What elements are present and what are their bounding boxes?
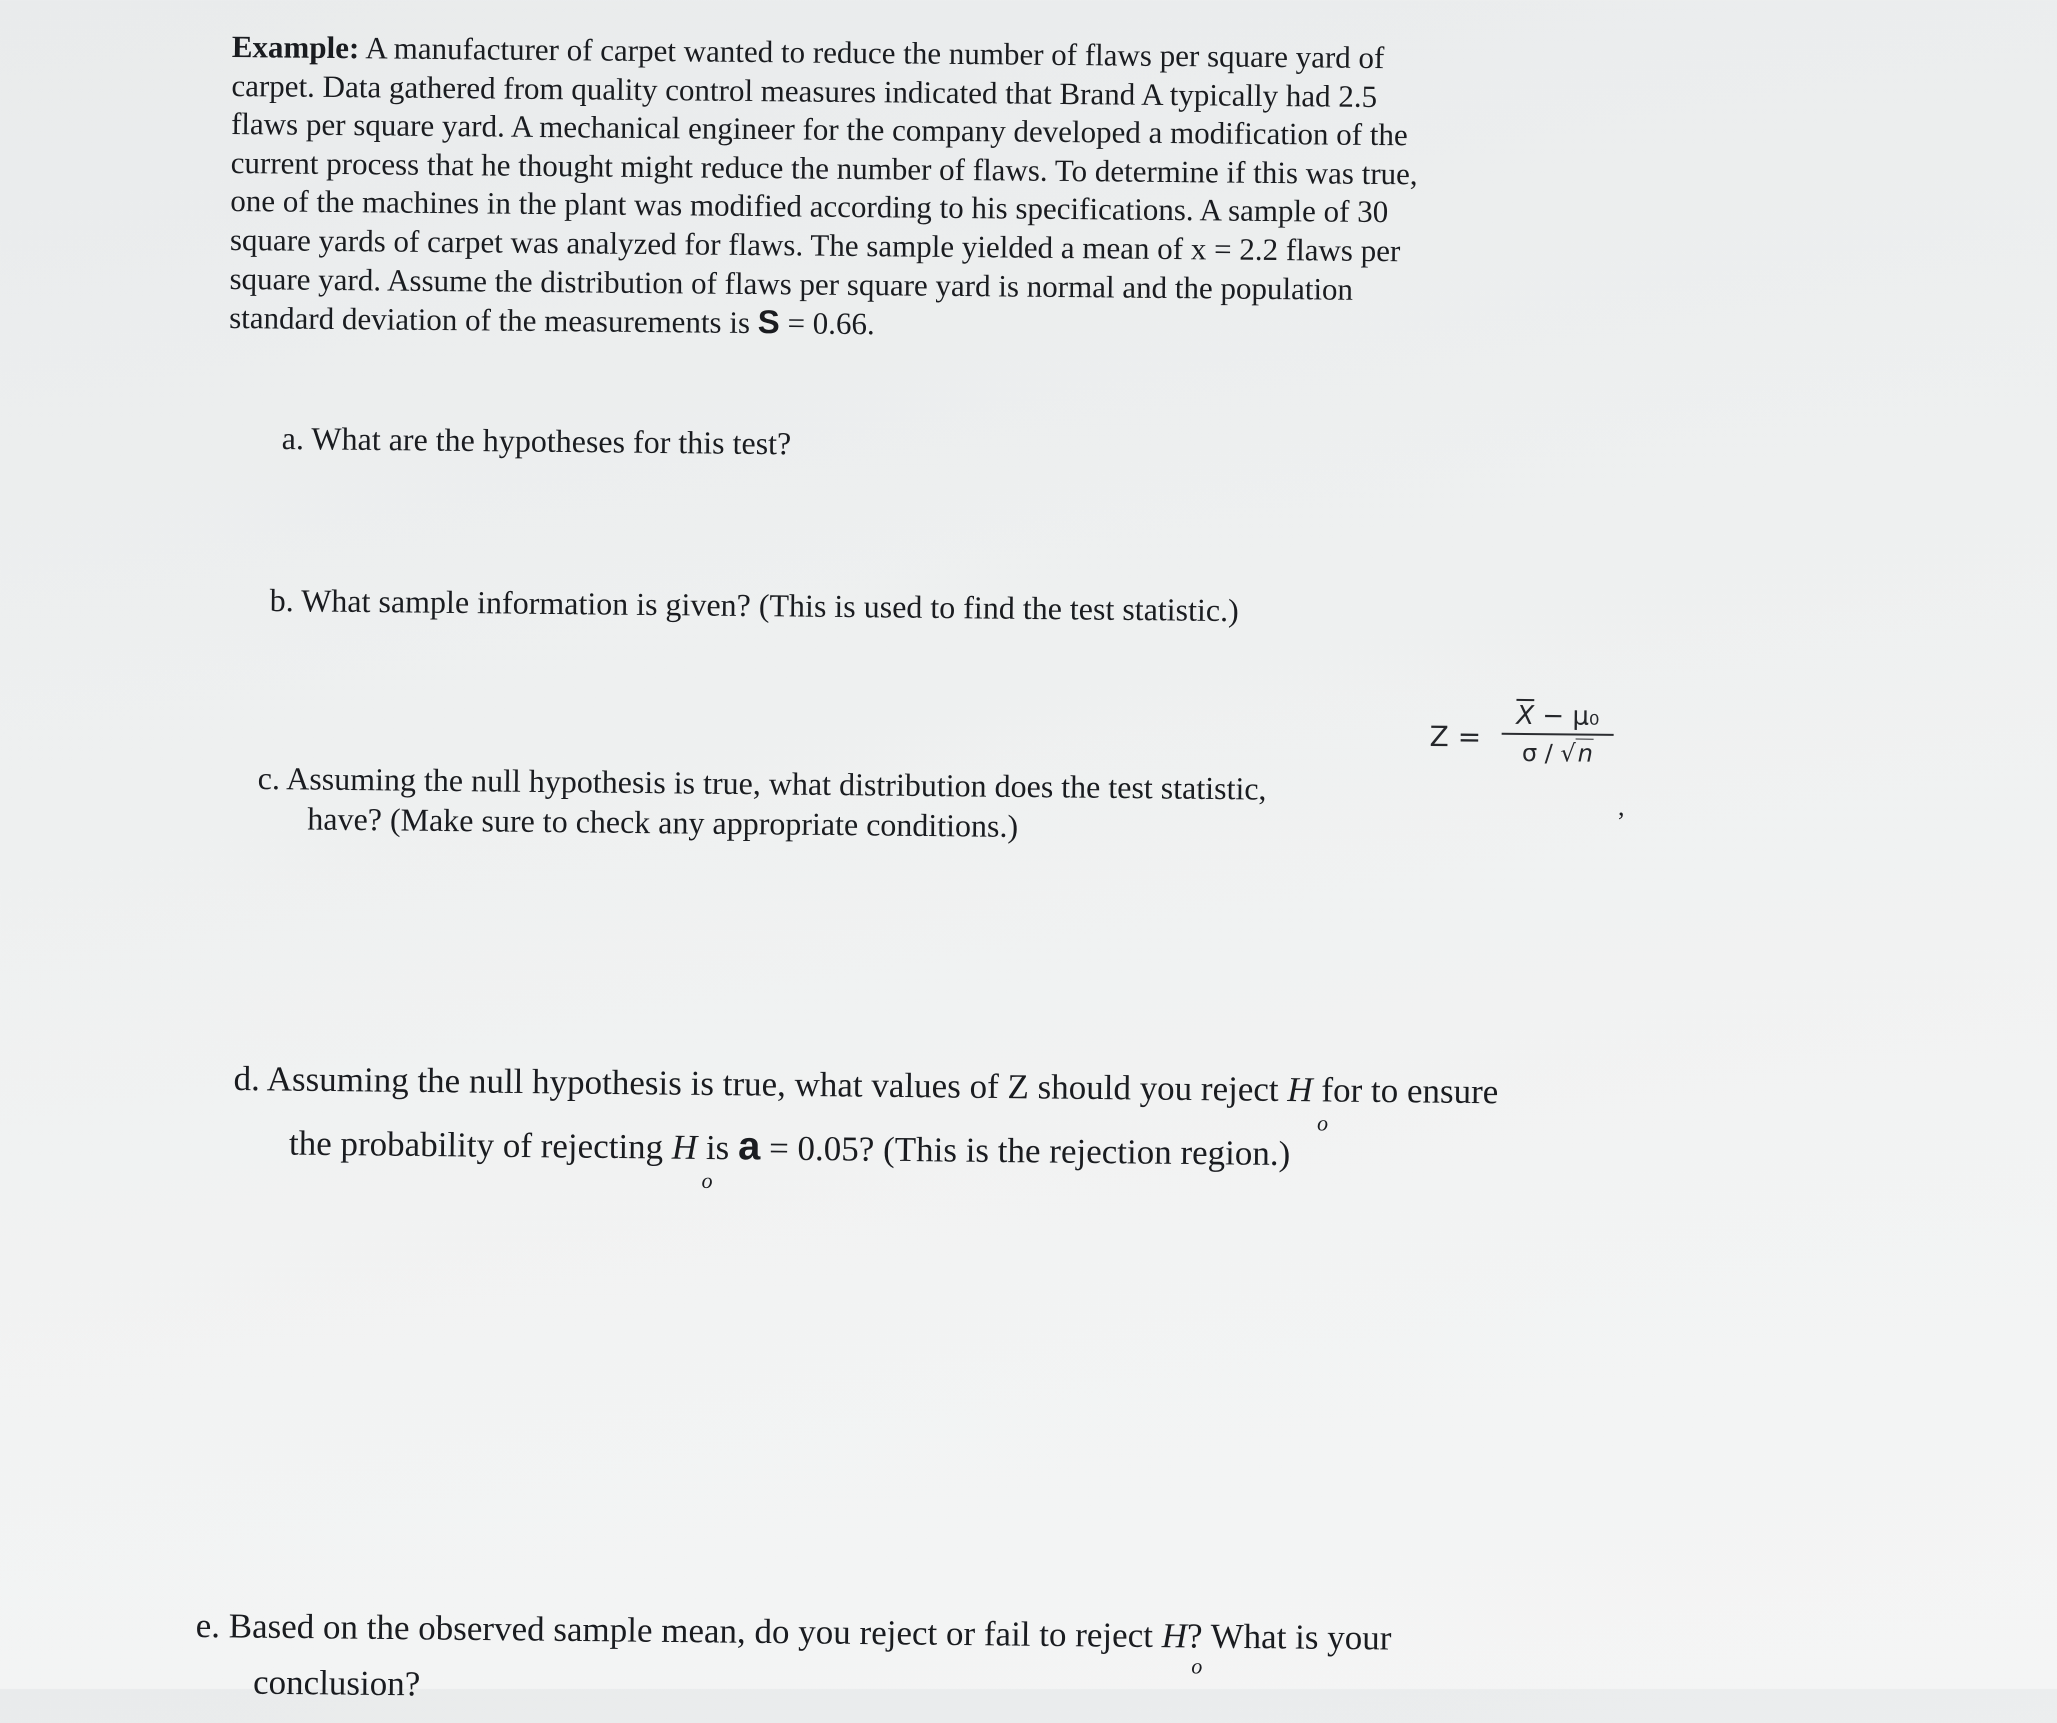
question-d-line-1: d. Assuming the null hypothesis is true, what values of Z should you reject H o for to ensure xyxy=(233,1058,1499,1136)
intro-line-8: standard deviation of the measurements is S = 0.66. xyxy=(229,300,875,342)
intro-line-1: Example: A manufacturer of carpet wanted to reduce the number of flaws per square yard of xyxy=(231,28,1385,76)
h-null-symbol: H o xyxy=(671,1127,713,1194)
question-e xyxy=(195,1598,1392,1723)
intro-line-4: current process that he thought might reduce the number of flaws. To determine if this was true, xyxy=(230,144,1418,192)
h-null-symbol: H o xyxy=(1287,1070,1329,1136)
question-e-line-2: conclusion? xyxy=(252,1662,421,1704)
alpha-symbol: a xyxy=(737,1124,761,1169)
question-d-line-2: the probability of rejecting H o is a = 0.05? (This is the rejection region.) xyxy=(288,1123,1291,1194)
example-label: Example: xyxy=(231,28,360,66)
formula-numerator: $\overline{X} - \mu_0$ xyxy=(1516,700,1600,732)
example-paragraph xyxy=(229,28,1632,351)
intro-line-6: square yards of carpet was analyzed for flaws. The sample yielded a mean of x = 2.2 flaws per xyxy=(229,221,1401,269)
question-e-line-1: e. Based on the observed sample mean, do you reject or fail to reject H o ? What is your xyxy=(195,1605,1392,1679)
intro-line-2: carpet. Data gathered from quality control measures indicated that Brand A typically had 2.5 xyxy=(231,67,1378,114)
intro-line-7: square yard. Assume the distribution of flaws per square yard is normal and the population xyxy=(229,260,1354,307)
formula-denominator: σ / √n xyxy=(1521,738,1594,768)
intro-line-3: flaws per square yard. A mechanical engineer for the company developed a modification of the xyxy=(230,106,1408,153)
question-c: c. Assuming the null hypothesis is true, what distribution does the test statistic, have? (Make sure to check any appropriate conditions.) xyxy=(257,759,1267,844)
intro-line-5: one of the machines in the plant was modified according to his specifications. A sample of 30 xyxy=(230,183,1389,230)
question-b: b. What sample information is given? (This is used to find the test statistic.) xyxy=(269,581,1239,629)
question-a: a. What are the hypotheses for this test? xyxy=(281,419,792,462)
formula-fraction xyxy=(1501,701,1614,768)
formula-comma: , xyxy=(1618,792,1625,821)
h-null-symbol: H o xyxy=(1161,1616,1203,1679)
formula-lhs: Z = xyxy=(1429,719,1482,754)
question-d xyxy=(233,1048,1499,1194)
sigma-symbol: S xyxy=(757,303,780,341)
fraction-bar xyxy=(1502,733,1614,736)
